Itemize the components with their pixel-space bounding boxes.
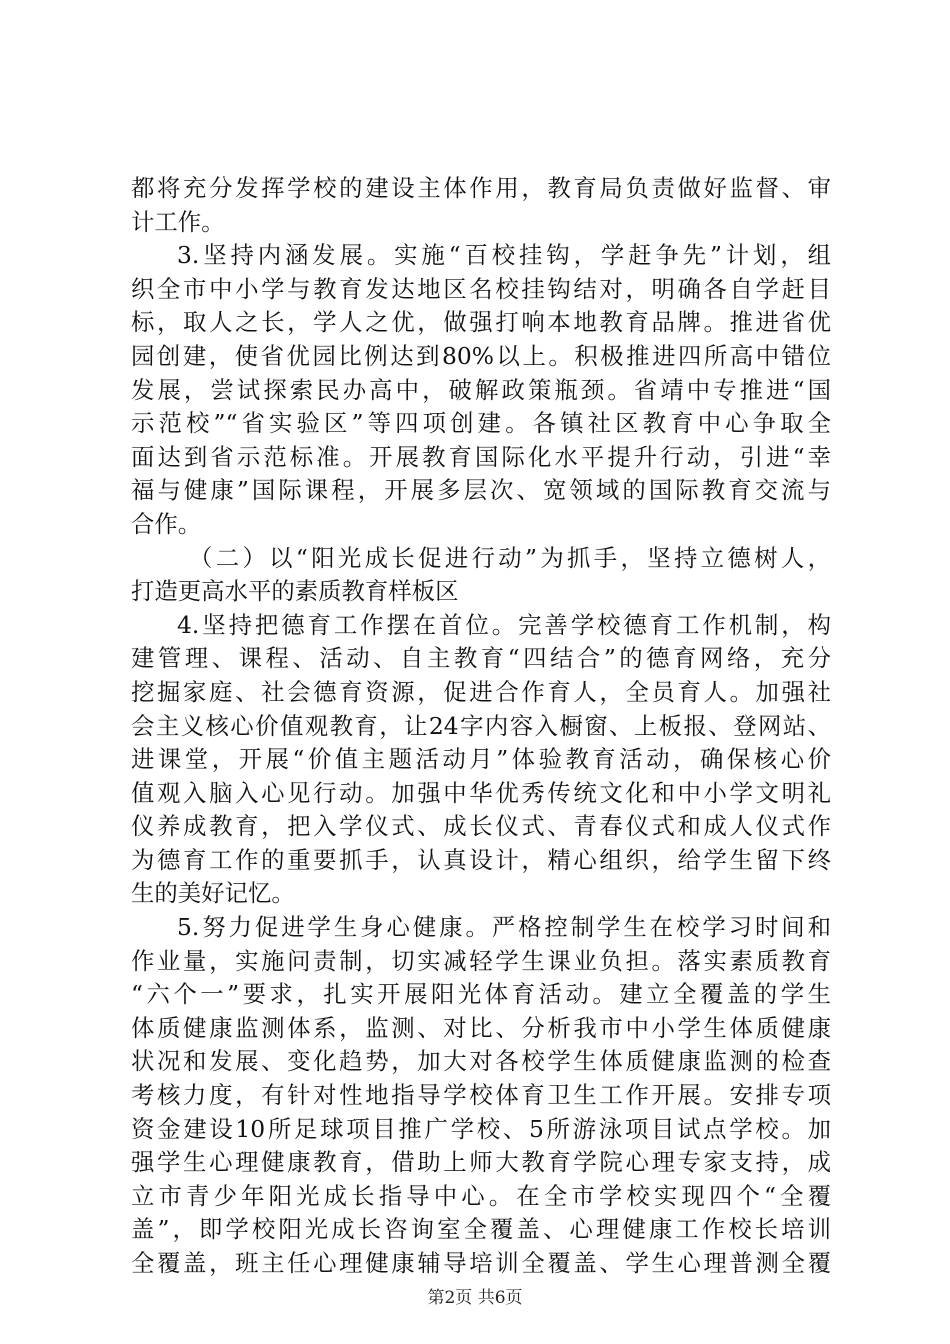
paragraph-line: 值观入脑入心见行动。加强中华优秀传统文化和中小学文明礼	[131, 778, 831, 807]
paragraph-line: 仪养成教育，把入学仪式、成长仪式、青春仪式和成人仪式作	[131, 812, 831, 841]
paragraph-line: 盖”，即学校阳光成长咨询室全覆盖、心理健康工作校长培训	[131, 1215, 831, 1244]
paragraph-line: 面达到省示范标准。开展教育国际化水平提升行动，引进“幸	[131, 442, 831, 471]
section-heading-line: （二）以“阳光成长促进行动”为抓手，坚持立德树人，	[189, 543, 831, 572]
paragraph-line: 考核力度，有针对性地指导学校体育卫生工作开展。安排专项	[131, 1081, 831, 1110]
paragraph-line: 建管理、课程、活动、自主教育“四结合”的德育网络，充分	[131, 644, 831, 673]
paragraph-line: 状况和发展、变化趋势，加大对各校学生体质健康监测的检查	[131, 1047, 831, 1076]
paragraph-line: 3.坚持内涵发展。实施“百校挂钩，学赶争先”计划，组	[177, 241, 831, 270]
paragraph-line: 示范校”“省实验区”等四项创建。各镇社区教育中心争取全	[131, 409, 831, 438]
paragraph-line: 标，取人之长，学人之优，做强打响本地教育品牌。推进省优	[131, 308, 831, 337]
paragraph-line: 全覆盖，班主任心理健康辅导培训全覆盖、学生心理普测全覆	[131, 1249, 831, 1277]
section-heading-line: 打造更高水平的素质教育样板区	[131, 577, 459, 606]
paragraph-line: 合作。	[131, 509, 202, 538]
paragraph-line: 5.努力促进学生身心健康。严格控制学生在校学习时间和	[177, 913, 831, 942]
paragraph-line: 生的美好记忆。	[131, 879, 295, 908]
paragraph-line: 园创建，使省优园比例达到80%以上。积极推进四所高中错位	[131, 341, 831, 370]
document-body	[131, 172, 831, 1281]
paragraph-line: 进课堂，开展“价值主题活动月”体验教育活动，确保核心价	[131, 745, 831, 774]
paragraph-line: 挖掘家庭、社会德育资源，促进合作育人，全员育人。加强社	[131, 677, 831, 706]
paragraph-line: 强学生心理健康教育，借助上师大教育学院心理专家支持，成	[131, 1148, 831, 1177]
page-number-footer: 第2页 共6页	[427, 1288, 523, 1308]
paragraph-line: 为德育工作的重要抓手，认真设计，精心组织，给学生留下终	[131, 845, 831, 874]
paragraph-line: 都将充分发挥学校的建设主体作用，教育局负责做好监督、审	[131, 174, 831, 202]
paragraph-line: 作业量，实施问责制，切实减轻学生课业负担。落实素质教育	[131, 946, 831, 975]
paragraph-line: 体质健康监测体系，监测、对比、分析我市中小学生体质健康	[131, 1013, 831, 1042]
paragraph-line: 4.坚持把德育工作摆在首位。完善学校德育工作机制，构	[177, 610, 831, 639]
paragraph-line: 资金建设10所足球项目推广学校、5所游泳项目试点学校。加	[131, 1114, 831, 1143]
paragraph-line: 织全市中小学与教育发达地区名校挂钩结对，明确各自学赶目	[131, 274, 831, 303]
paragraph-line: 会主义核心价值观教育，让24字内容入橱窗、上板报、登网站、	[131, 711, 831, 740]
paragraph-line: 计工作。	[131, 207, 225, 236]
paragraph-line: “六个一”要求，扎实开展阳光体育活动。建立全覆盖的学生	[131, 980, 831, 1009]
paragraph-line: 发展，尝试探索民办高中，破解政策瓶颈。省靖中专推进“国	[131, 375, 831, 404]
paragraph-line: 立市青少年阳光成长指导中心。在全市学校实现四个“全覆	[131, 1181, 831, 1210]
paragraph-line: 福与健康”国际课程，开展多层次、宽领域的国际教育交流与	[131, 476, 831, 505]
